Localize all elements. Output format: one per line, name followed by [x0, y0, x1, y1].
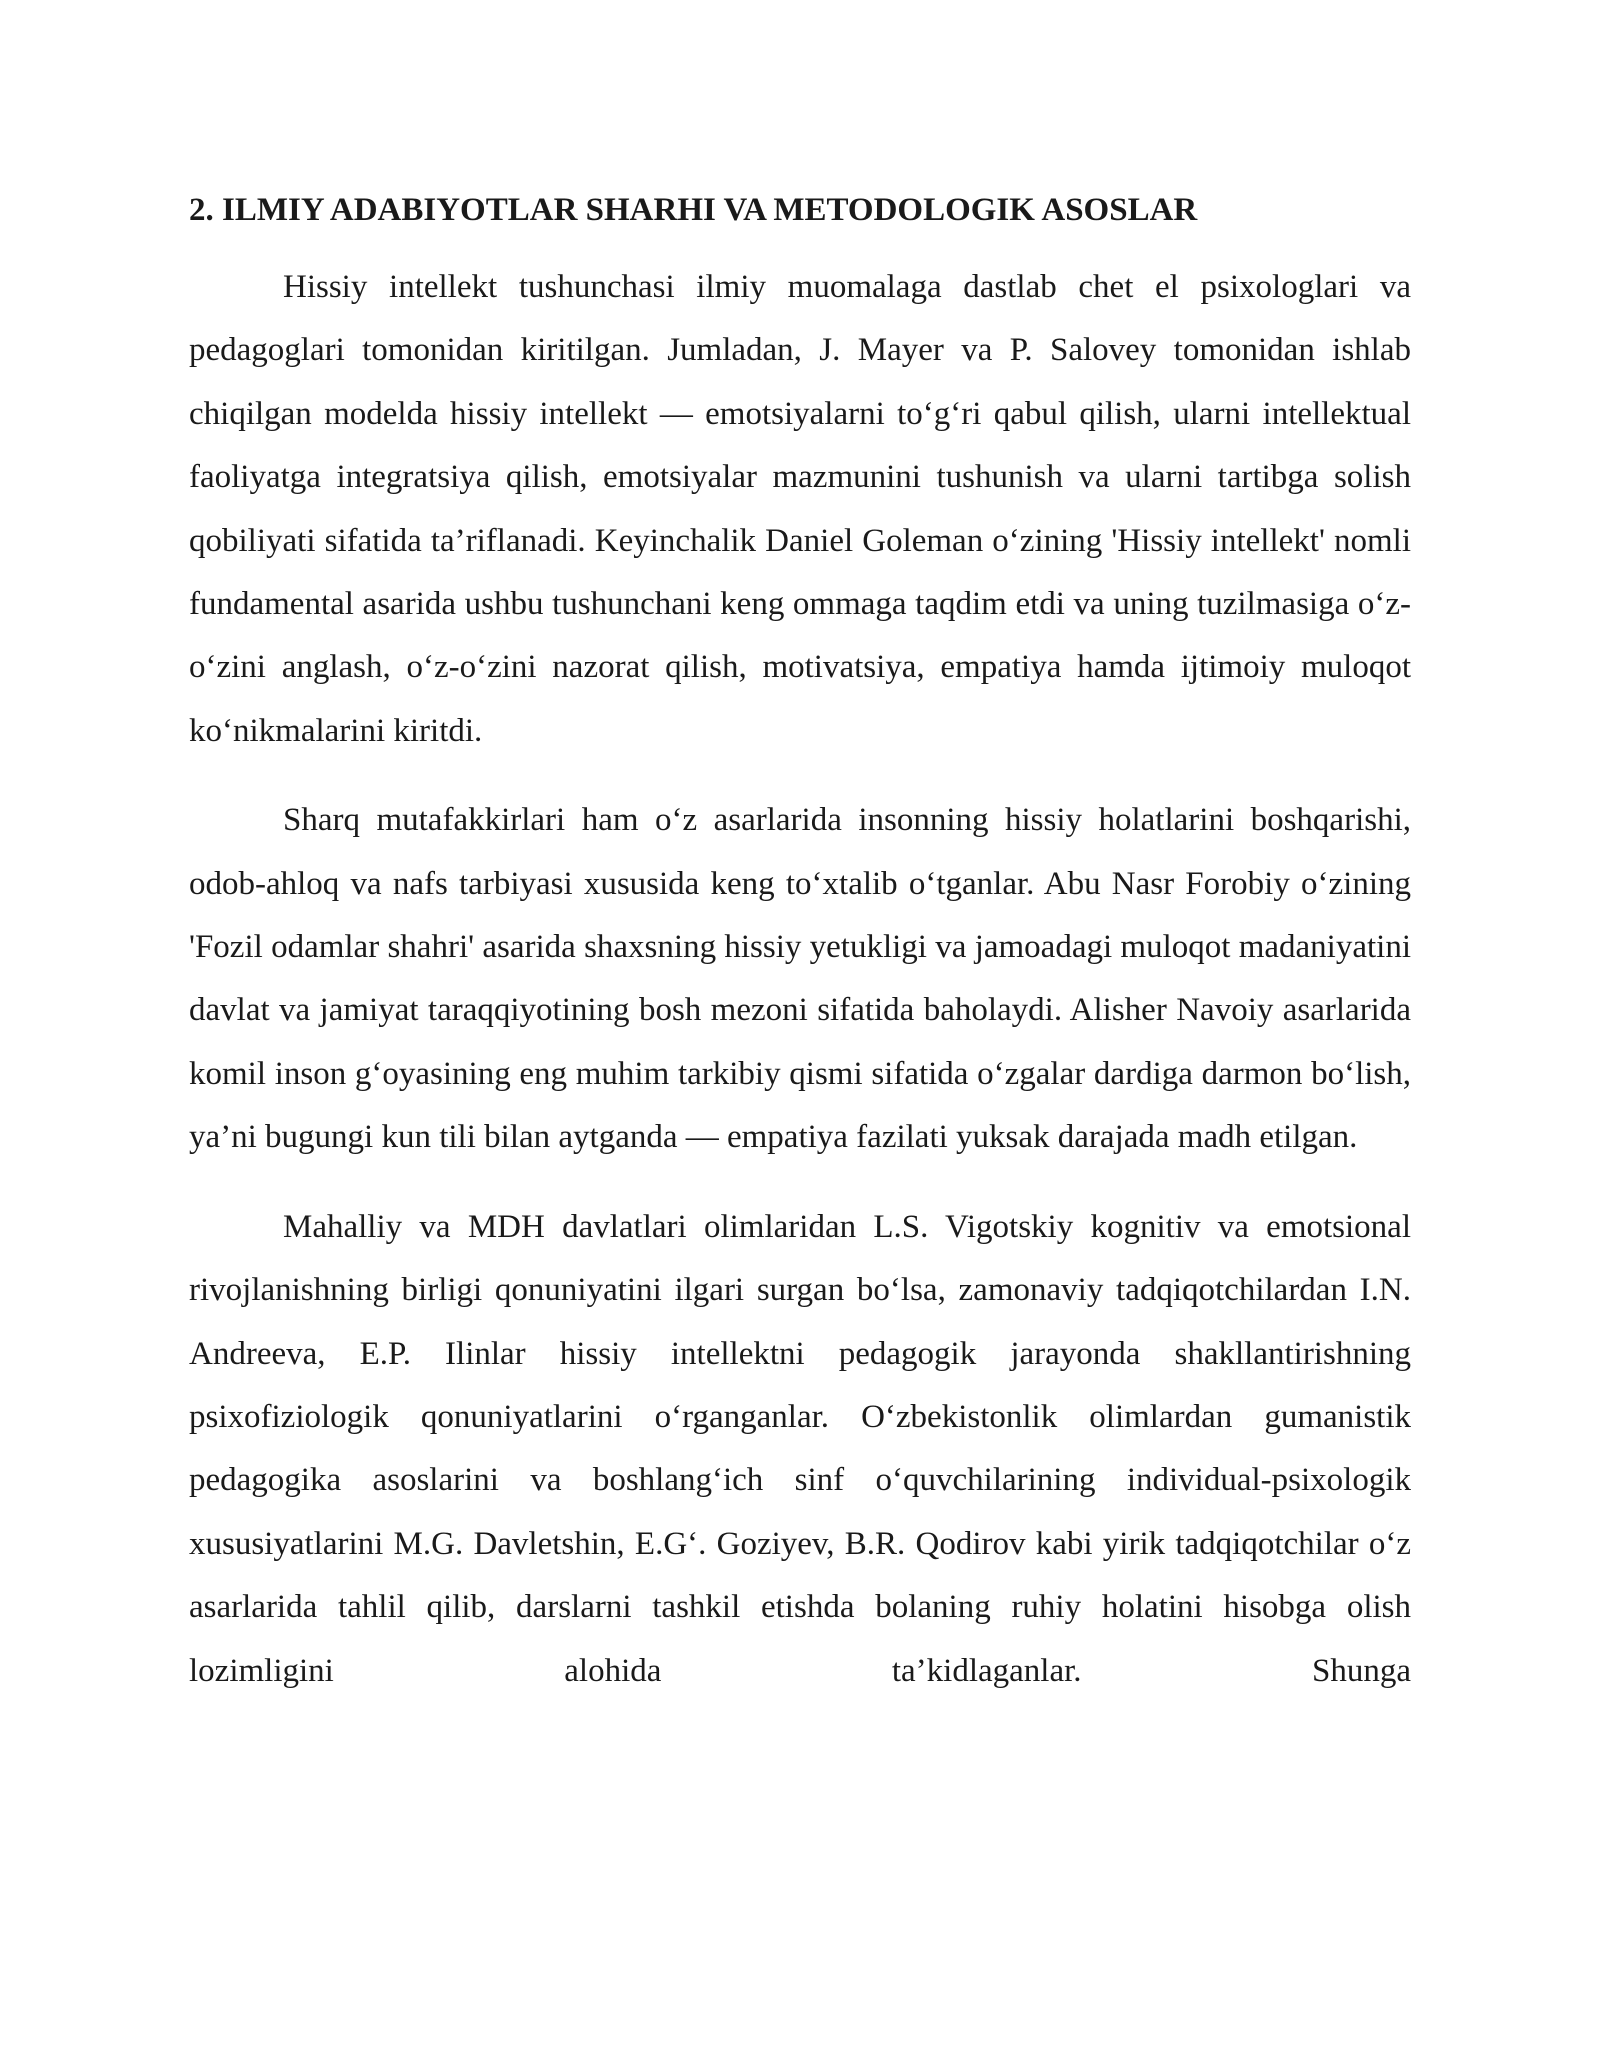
paragraph-eastern-thinkers: Sharq mutafakkirlari ham o‘z asarlarida insonning hissiy holatlarini boshqarishi, odob-ahloq va nafs tarbiyasi xususida keng to‘xtalib o‘tganlar. Abu Nasr Forobiy o‘zining 'Fozil odamlar shahri' asarida shaxsning hissiy yetukligi va jamoadagi muloqot madaniyatini davlat va jamiyat taraqqiyotining bosh mezoni sifatida baholaydi. Alisher Navoiy asarlarida komil inson g‘oyasining eng muhim tarkibiy qismi sifatida o‘zgalar dardiga darmon bo‘lish, ya’ni bugungi kun tili bilan aytganda — empatiya fazilati yuksak darajada madh etilgan. — [189, 802, 1411, 1156]
document-body — [189, 188, 1411, 1729]
paragraph-emotional-intelligence-origins: Hissiy intellekt tushunchasi ilmiy muomalaga dastlab chet el psixologlari va pedagoglari tomonidan kiritilgan. Jumladan, J. Mayer va P. Salovey tomonidan ishlab chiqilgan modelda hissiy intellekt — emotsiyalarni to‘g‘ri qabul qilish, ularni intellektual faoliyatga integratsiya qilish, emotsiyalar mazmunini tushunish va ularni tartibga solish qobiliyati sifatida ta’riflanadi. Keyinchalik Daniel Goleman o‘zining 'Hissiy intellekt' nomli fundamental asarida ushbu tushunchani keng ommaga taqdim etdi va uning tuzilmasiga o‘z-o‘zini anglash, o‘z-o‘zini nazorat qilish, motivatsiya, empatiya hamda ijtimoiy muloqot ko‘nikmalarini kiritdi. — [189, 269, 1411, 749]
section-heading: 2. ILMIY ADABIYOTLAR SHARHI VA METODOLOGIK ASOSLAR — [189, 192, 1198, 228]
paragraph-local-scholars: Mahalliy va MDH davlatlari olimlaridan L.S. Vigotskiy kognitiv va emotsional rivojlanishning birligi qonuniyatini ilgari surgan bo‘lsa, zamonaviy tadqiqotchilardan I.N. Andreeva, E.P. Ilinlar hissiy intellektni pedagogik jarayonda shakllantirishning psixofiziologik qonuniyatlarini o‘rganganlar. O‘zbekistonlik olimlardan gumanistik pedagogika asoslarini va boshlang‘ich sinf o‘quvchilarining individual-psixologik xususiyatlarini M.G. Davletshin, E.G‘. Goziyev, B.R. Qodirov kabi yirik tadqiqotchilar o‘z asarlarida tahlil qilib, darslarni tashkil etishda bolaning ruhiy holatini hisobga olish lozimligini alohida ta’kidlaganlar. Shunga — [189, 1208, 1411, 1689]
